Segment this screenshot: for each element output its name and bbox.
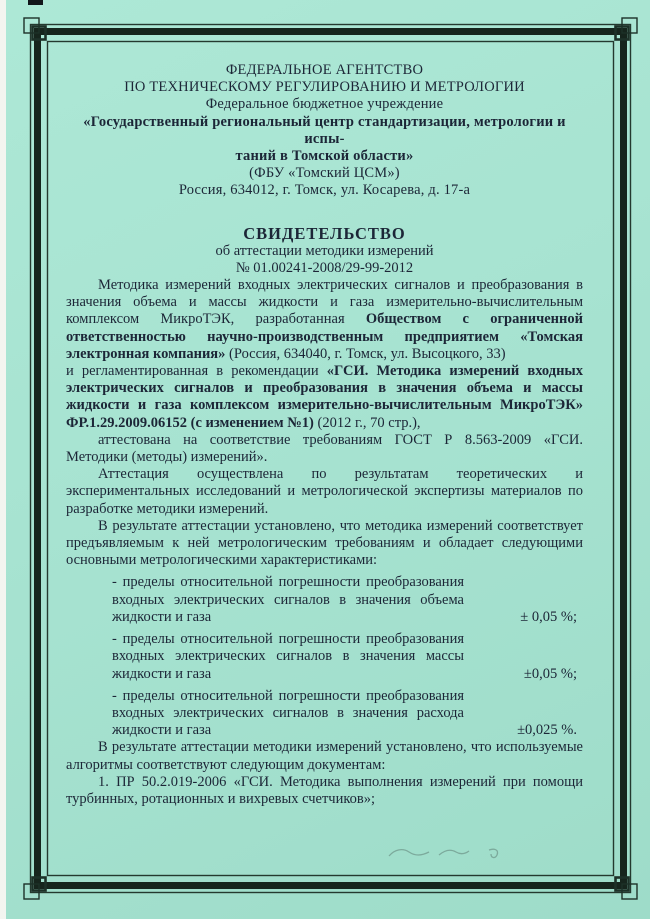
paragraph-methodology — [66, 277, 583, 363]
recommendation-intro: и регламентированная в рекомендации — [66, 363, 327, 380]
agency-name-line2: ПО ТЕХНИЧЕСКОМУ РЕГУЛИРОВАНИЮ И МЕТРОЛОГИИ — [124, 79, 525, 96]
paragraph-recommendation — [66, 363, 583, 432]
characteristic-value: ± 0,05 %; — [520, 608, 577, 625]
characteristic-row-flow — [112, 688, 583, 740]
paragraph-attestation-basis: Аттестация осуществлена по результатам теоретических и экспериментальных исследований и метрологической экспертизы материалов по разработке методики измерений. — [66, 466, 583, 517]
developer-name: Обществом с ограниченной ответственностью научно-производственным предприятием «Томская электронная компания» — [66, 311, 583, 362]
document-subtitle: об аттестации методики измерений — [215, 242, 434, 259]
characteristic-row-mass — [112, 631, 583, 683]
certificate-number: № 01.00241-2008/29-99-2012 — [235, 259, 414, 276]
document-title: СВИДЕТЕЛЬСТВО — [243, 223, 406, 243]
characteristic-row-volume — [112, 574, 583, 626]
recommendation-details: (2012 г., 70 стр.), — [313, 414, 421, 431]
methodology-description: Методика измерений входных электрических сигналов и преобразования в значения объема и массы жидкости и газа измерительно-вычислительным комплексом МикроТЭК, разработанная — [66, 277, 583, 328]
agency-name-line1: ФЕДЕРАЛЬНОЕ АГЕНТСТВО — [225, 62, 424, 78]
institution-name-line1: «Государственный региональный центр стандартизации, метрологии и испы- — [83, 113, 566, 147]
recommendation-title: «ГСИ. Методика измерений входных электрических сигналов и преобразования в значения объема и массы жидкости и газа комплексом измерительно-вычислительным МикроТЭК» ФР.1.29.2009.06152 (с изменением №1) — [66, 363, 583, 431]
characteristic-value: ±0,025 %. — [517, 722, 577, 739]
paragraph-algorithms: В результате аттестации методики измерений установлено, что используемые алгоритмы соответствуют следующим документам: — [66, 739, 583, 773]
letterhead — [66, 62, 583, 200]
metrological-characteristics-list — [66, 574, 583, 739]
characteristic-text: - пределы относительной погрешности преобразования входных электрических сигналов в значения массы жидкости и газа — [112, 631, 464, 682]
document-title-block — [66, 224, 583, 277]
institution-type: Федеральное бюджетное учреждение — [205, 96, 444, 113]
referenced-document-item: 1. ПР 50.2.019-2006 «ГСИ. Методика выполнения измерений при помощи турбинных, ротационных и вихревых счетчиков»; — [66, 773, 583, 807]
paragraph-certification-standard: аттестована на соответствие требованиям ГОСТ Р 8.563-2009 «ГСИ. Методики (методы) измерений». — [66, 431, 583, 466]
characteristic-value: ±0,05 %; — [523, 665, 577, 682]
paragraph-attestation-result: В результате аттестации установлено, что методика измерений соответствует предъявляемым к ней метрологическим требованиям и обладает следующими основными метрологическими характеристиками: — [66, 517, 583, 569]
certificate-content — [66, 62, 583, 808]
characteristic-text: - пределы относительной погрешности преобразования входных электрических сигналов в значения расхода жидкости и газа — [112, 687, 464, 739]
characteristic-text: - пределы относительной погрешности преобразования входных электрических сигналов в значения объема жидкости и газа — [112, 574, 464, 625]
institution-address: Россия, 634012, г. Томск, ул. Косарева, д. 17-а — [178, 182, 471, 199]
institution-name-line2: таний в Томской области» — [235, 148, 414, 165]
developer-address: (Россия, 634040, г. Томск, ул. Высоцкого, 33) — [225, 345, 506, 362]
institution-abbreviation: (ФБУ «Томский ЦСМ») — [249, 165, 400, 182]
pencil-scribble-mark — [385, 843, 510, 863]
